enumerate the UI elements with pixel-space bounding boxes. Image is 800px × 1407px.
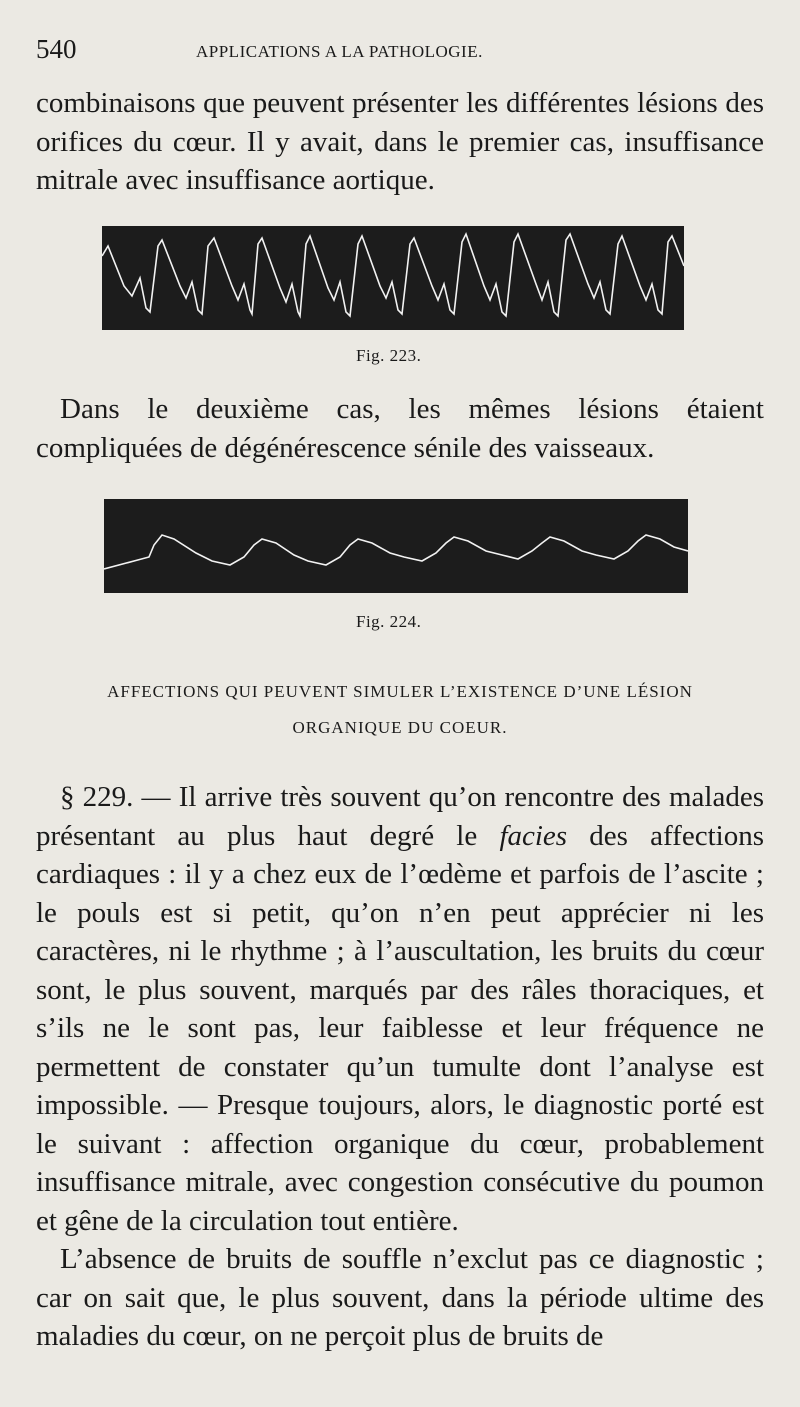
paragraph-1-text: combinaisons que peuvent présenter les différentes lésions des orifices du cœur. Il y avait, dans le premier cas, insuffisance mitrale avec insuffisance aortique. (36, 87, 764, 196)
figure-223-sphygmogram (102, 226, 684, 330)
running-head: APPLICATIONS A LA PATHOLOGIE. (196, 42, 483, 61)
pulse-trace-224 (104, 499, 688, 593)
section-title (36, 674, 764, 746)
paragraph-2-text: Dans le deuxième cas, les mêmes lésions étaient compliquées de dégénérescence sénile des vaisseaux. (36, 393, 764, 464)
figure-224-caption: Fig. 224. (356, 612, 422, 631)
paragraph-3-rest: des affections cardiaques : il y a chez eux de l’œdème et parfois de l’ascite ; le pouls est si petit, qu’on n’en peut apprécier ni les caractères, ni le rhythme ; à l’auscultation, les bruits du cœur sont, le plus souvent, marqués par des râles thoraciques, et s’ils ne le sont pas, leur faiblesse et leur fréquence ne permettent de constater qu’un tumulte dont l’analyse est impossible. — Presque toujours, alors, le diagnostic porté est le suivant : affection organique du cœur, probablement insuffisance mitrale, avec congestion consécutive du poumon et gêne de la circulation tout entière. (36, 819, 764, 1237)
body-text (36, 778, 764, 1356)
paragraph-2 (36, 390, 764, 467)
page-header (36, 30, 762, 70)
figure-223-caption: Fig. 223. (356, 346, 422, 365)
figure-224-sphygmogram (104, 499, 688, 593)
paragraph-3-start: § 229. — Il arrive très souvent qu’on rencontre des malades présentant au plus haut degré le (36, 781, 764, 852)
facies-italic: facies (499, 819, 568, 852)
section-title-line-2: ORGANIQUE DU COEUR. (292, 718, 508, 737)
paragraph-3 (36, 778, 764, 1240)
page-number: 540 (36, 34, 77, 64)
paragraph-1 (36, 84, 764, 200)
section-title-line-1: AFFECTIONS QUI PEUVENT SIMULER L’EXISTENCE D’UNE LÉSION (107, 682, 693, 701)
pulse-trace-223 (102, 226, 684, 330)
paragraph-4: L’absence de bruits de souffle n’exclut pas ce diagnostic ; car on sait que, le plus souvent, dans la période ultime des maladies du cœur, on ne perçoit plus de bruits de (36, 1243, 764, 1352)
